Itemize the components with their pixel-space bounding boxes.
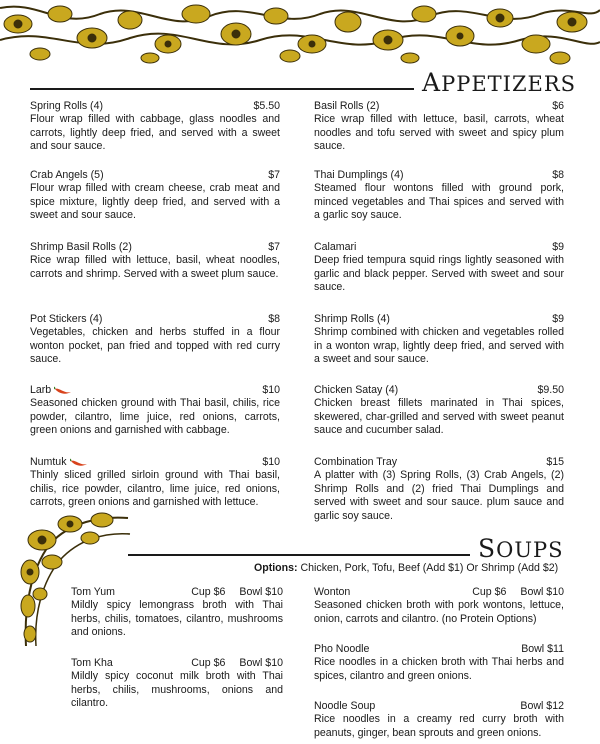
menu-item [30,456,280,510]
item-name: Larb [30,384,52,396]
menu-item [30,100,280,154]
item-price: $10 [262,384,280,396]
soups-rule [128,554,470,556]
item-description: Vegetables, chicken and herbs stuffed in a flour wonton pocket, pan fried and topped with red curry sauce. [30,326,280,366]
item-description: Seasoned chicken broth with pork wontons, lettuce, onion, carrots and cilantro. (no Protein Options) [314,599,564,625]
item-description: Flour wrap filled with cream cheese, crab meat and spice mixture, lightly deep fried, and served with a sweet and sour sauce. [30,182,280,222]
item-description: Rice wrap filled with lettuce, basil, wheat noodles, carrots and shrimp. Served with a sweet plum sauce. [30,254,280,280]
item-bowl-price: Bowl $10 [239,586,283,598]
item-cup-price: Cup $6 [191,657,226,669]
item-price: $6 [552,100,564,112]
item-name: Crab Angels (5) [30,169,104,181]
item-name: Spring Rolls (4) [30,100,104,112]
item-name: Chicken Satay (4) [314,384,399,396]
menu-item [30,169,280,223]
menu-item [30,384,280,438]
appetizers-heading [30,70,576,95]
item-description: A platter with (3) Spring Rolls, (3) Crab Angels, (2) Shrimp Rolls and (2) fried Thai Dumplings and served with sweet and sour sauce. plum sauce and garlic soy sauce. [314,469,564,522]
item-description: Chicken breast fillets marinated in Thai spices, skewered, char-grilled and served with sweet peanut sauce and cucumber salad. [314,397,564,437]
item-price: $15 [546,456,564,468]
item-name: Combination Tray [314,456,398,468]
item-cup-price: Cup $6 [191,586,226,598]
item-price: $9.50 [537,384,564,396]
item-name: Wonton [314,586,351,598]
item-description: Rice wrap filled with lettuce, basil, carrots, wheat noodles and tofu served with sweet and spicy plum sauce. [314,113,564,153]
menu-item [314,700,564,740]
item-bowl-price: Bowl $12 [520,700,564,712]
item-name: Shrimp Rolls (4) [314,313,390,325]
menu-item [314,100,564,154]
item-price: $5.50 [253,100,280,112]
item-name: Shrimp Basil Rolls (2) [30,241,132,253]
item-description: Mildly spicy coconut milk broth with Thai herbs, chilis, mushrooms, onions and cilantro. [71,670,283,710]
item-name: Calamari [314,241,357,253]
item-price: $7 [268,169,280,181]
item-bowl-price: Bowl $10 [239,657,283,669]
item-name: Tom Kha [71,657,113,669]
menu-item [30,241,280,281]
item-name: Basil Rolls (2) [314,100,380,112]
menu-item [314,586,564,626]
item-description: Seasoned chicken ground with Thai basil, chilis, rice powder, cilantro, lime juice, red onions, carrots, green onions and garnished with cabbage. [30,397,280,437]
item-name: Thai Dumplings (4) [314,169,404,181]
item-name: Pot Stickers (4) [30,313,103,325]
chili-pepper-icon [70,458,88,467]
appetizers-title: APPETIZERS [422,68,577,97]
soups-title: SOUPS [478,534,564,563]
item-description: Shrimp combined with chicken and vegetables rolled in a wonton wrap, lightly deep fried, and served with a sweet and sour sauce. [314,326,564,366]
item-bowl-price: Bowl $11 [521,643,564,655]
menu-item [314,241,564,295]
appetizers-rule [30,88,414,90]
floral-border-icon [0,0,600,66]
item-cup-price: Cup $6 [472,586,507,598]
protein-options [254,562,558,574]
menu-item [30,313,280,367]
item-description: Thinly sliced grilled sirloin ground with Thai basil, chilis, rice powder, cilantro, lime juice, red onions, carrots, green onions and garnished with lettuce. [30,469,280,509]
options-label: Options: [254,562,298,574]
item-price: $8 [268,313,280,325]
item-description: Mildly spicy lemongrass broth with Thai herbs, chilis, tomatoes, cilantro, mushrooms and onions. [71,599,283,639]
item-price: $9 [552,313,564,325]
menu-item [314,384,564,438]
item-price: $10 [262,456,280,468]
item-price: $7 [268,241,280,253]
item-name: Pho Noodle [314,643,370,655]
menu-item [314,643,564,683]
item-description: Rice noodles in a chicken broth with Thai herbs and spices, cilantro and green onions. [314,656,564,682]
item-name: Tom Yum [71,586,115,598]
options-text: Chicken, Pork, Tofu, Beef (Add $1) Or Shrimp (Add $2) [300,562,559,574]
soups-heading [128,536,564,561]
item-name: Numtuk [30,456,67,468]
menu-item [314,169,564,223]
menu-item [314,456,564,523]
item-description: Flour wrap filled with cabbage, glass noodles and carrots, lightly deep fried, and served with a sweet and sour sauce. [30,113,280,153]
menu-item [71,657,283,711]
chili-pepper-icon [54,386,72,395]
menu-item [314,313,564,367]
item-description: Steamed flour wontons filled with ground pork, minced vegetables and Thai spices and served with a garlic soy sauce. [314,182,564,222]
item-name: Noodle Soup [314,700,376,712]
item-description: Rice noodles in a creamy red curry broth with peanuts, ginger, bean sprouts and green onions. [314,713,564,739]
menu-item [71,586,283,640]
item-description: Deep fried tempura squid rings lightly seasoned with garlic and black pepper. Served with sweet and sour sauce. [314,254,564,294]
item-price: $9 [552,241,564,253]
item-price: $8 [552,169,564,181]
item-bowl-price: Bowl $10 [520,586,564,598]
